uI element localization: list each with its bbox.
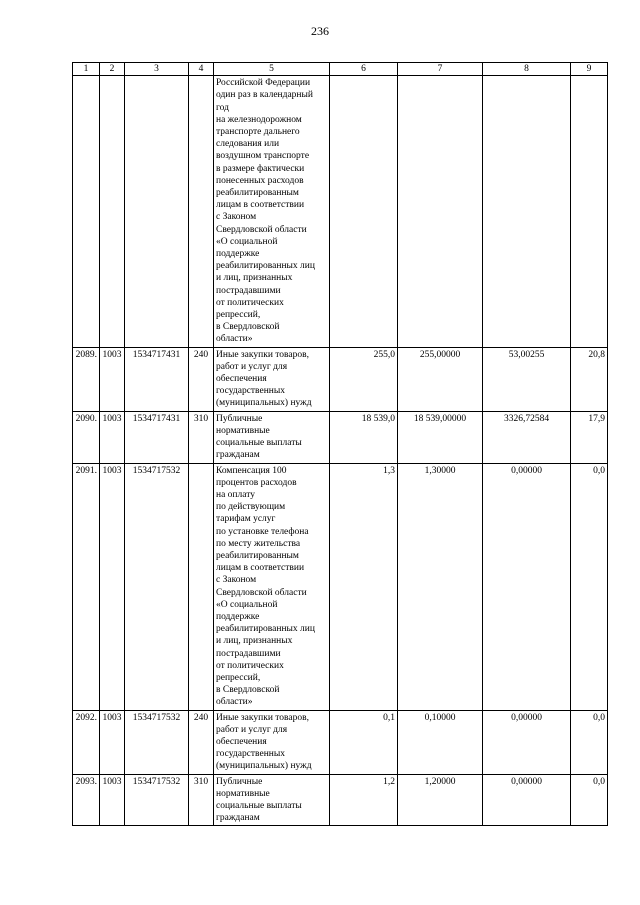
value-col7: 0,10000 — [398, 710, 483, 774]
value-col8 — [483, 76, 571, 347]
header-cell: 5 — [214, 63, 330, 76]
section-code: 1003 — [100, 463, 125, 710]
header-cell: 1 — [73, 63, 100, 76]
row-number: 2091. — [73, 463, 100, 710]
value-col7 — [398, 76, 483, 347]
row-number: 2089. — [73, 347, 100, 411]
value-col8: 3326,72584 — [483, 411, 571, 463]
value-col9 — [571, 76, 608, 347]
row-number: 2093. — [73, 774, 100, 826]
value-col8: 0,00000 — [483, 710, 571, 774]
value-col9: 0,0 — [571, 463, 608, 710]
header-cell: 4 — [189, 63, 214, 76]
target-article-code: 1534717431 — [125, 347, 189, 411]
section-code: 1003 — [100, 347, 125, 411]
header-cell: 6 — [330, 63, 398, 76]
value-col7: 1,30000 — [398, 463, 483, 710]
value-col8: 53,00255 — [483, 347, 571, 411]
value-col6: 0,1 — [330, 710, 398, 774]
expense-type-code: 310 — [189, 774, 214, 826]
budget-table — [72, 62, 608, 826]
header-cell: 8 — [483, 63, 571, 76]
description: Компенсация 100 процентов расходов на оплату по действующим тарифам услуг по установке телефона по месту жительства реабилитированным лицам в соответствии с Законом Свердловской области «О социальной поддержке реабилитированных лиц и лиц, признанных пострадавшими от политических репрессий, в Свердловской области» — [214, 463, 330, 710]
expense-type-code: 240 — [189, 347, 214, 411]
description: Российской Федерации один раз в календарный год на железнодорожном транспорте дальнего следования или воздушном транспорте в размере фактически понесенных расходов реабилитированным лицам в соответствии с Законом Свердловской области «О социальной поддержке реабилитированных лиц и лиц, признанных пострадавшими от политических репрессий, в Свердловской области» — [214, 76, 330, 347]
row-number: 2090. — [73, 411, 100, 463]
value-col9: 20,8 — [571, 347, 608, 411]
header-cell: 9 — [571, 63, 608, 76]
header-cell: 2 — [100, 63, 125, 76]
expense-type-code — [189, 463, 214, 710]
value-col8: 0,00000 — [483, 463, 571, 710]
table-row — [73, 463, 608, 710]
section-code: 1003 — [100, 710, 125, 774]
description: Публичные нормативные социальные выплаты гражданам — [214, 774, 330, 826]
value-col7: 255,00000 — [398, 347, 483, 411]
row-number — [73, 76, 100, 347]
target-article-code: 1534717532 — [125, 710, 189, 774]
header-row — [73, 63, 608, 76]
table-row — [73, 76, 608, 347]
table-row — [73, 774, 608, 826]
value-col6: 1,2 — [330, 774, 398, 826]
header-cell: 3 — [125, 63, 189, 76]
target-article-code: 1534717532 — [125, 463, 189, 710]
section-code: 1003 — [100, 774, 125, 826]
table-row — [73, 710, 608, 774]
row-number: 2092. — [73, 710, 100, 774]
value-col9: 0,0 — [571, 710, 608, 774]
value-col8: 0,00000 — [483, 774, 571, 826]
table-row — [73, 347, 608, 411]
target-article-code — [125, 76, 189, 347]
description: Публичные нормативные социальные выплаты гражданам — [214, 411, 330, 463]
section-code — [100, 76, 125, 347]
value-col6: 18 539,0 — [330, 411, 398, 463]
value-col9: 0,0 — [571, 774, 608, 826]
description: Иные закупки товаров, работ и услуг для обеспечения государственных (муниципальных) нужд — [214, 710, 330, 774]
header-cell: 7 — [398, 63, 483, 76]
value-col6 — [330, 76, 398, 347]
expense-type-code — [189, 76, 214, 347]
value-col7: 18 539,00000 — [398, 411, 483, 463]
expense-type-code: 310 — [189, 411, 214, 463]
value-col6: 255,0 — [330, 347, 398, 411]
expense-type-code: 240 — [189, 710, 214, 774]
target-article-code: 1534717431 — [125, 411, 189, 463]
page-number: 236 — [311, 24, 329, 38]
section-code: 1003 — [100, 411, 125, 463]
table-row — [73, 411, 608, 463]
value-col6: 1,3 — [330, 463, 398, 710]
value-col7: 1,20000 — [398, 774, 483, 826]
target-article-code: 1534717532 — [125, 774, 189, 826]
description: Иные закупки товаров, работ и услуг для обеспечения государственных (муниципальных) нужд — [214, 347, 330, 411]
value-col9: 17,9 — [571, 411, 608, 463]
